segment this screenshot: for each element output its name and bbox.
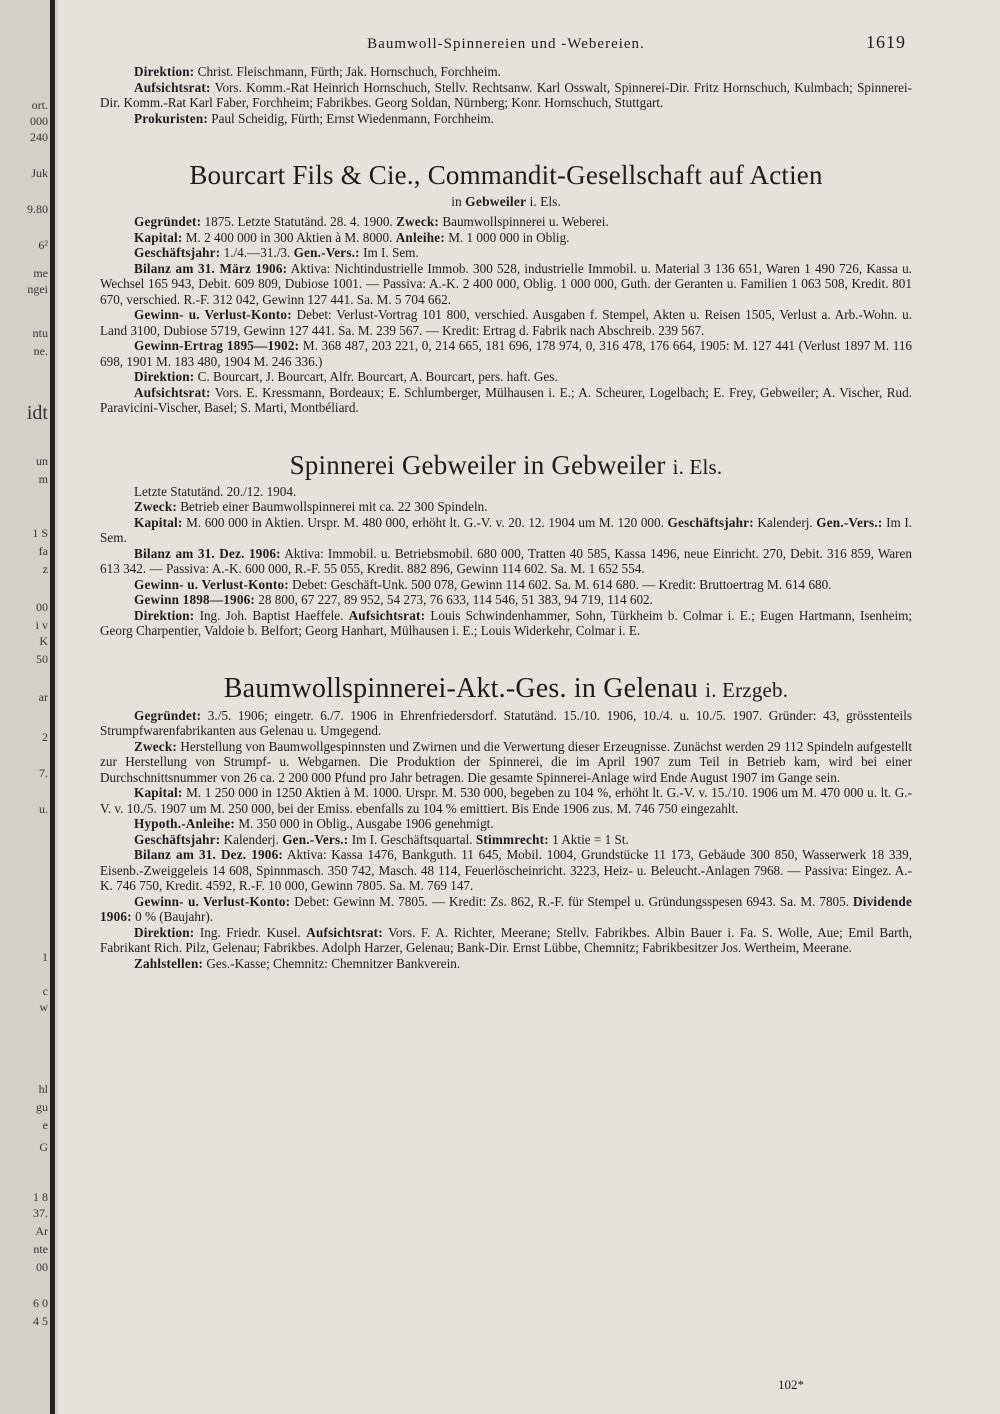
paragraph-gewinn — [100, 592, 912, 608]
paragraph-gewinn-verlust — [100, 307, 912, 338]
field-label: Stimmrecht: — [475, 831, 549, 847]
signature-mark: 102* — [778, 1377, 804, 1392]
margin-fragment: i v — [35, 618, 48, 632]
margin-fragment: ar — [38, 690, 48, 704]
field-text: Aktiva: Nichtindustrielle Immob. 300 528, industrielle Immobil. u. Material 3 136 651, Waren 1 490 726, Kassa u. Wechsel 165 943, Debit. 609 809, Dubiose 1001. — Passiva: A.-K. 2 400 000, Oblig. 1 000 000, Guth. der Geranten u. Familien 1 063 508, Kredit. 801 670, verschied. R.-F. 312 042, Gewinn 127 441. Sa. M. 5 704 662. — [100, 260, 912, 307]
margin-fragment: 000 — [30, 114, 48, 128]
field-label: Direktion: — [134, 64, 195, 79]
field-label: Aufsichtsrat: — [306, 924, 383, 940]
margin-fragment: 6 0 — [33, 1296, 48, 1310]
entry-bourcart — [100, 160, 912, 416]
field-label: Gewinn- u. Verlust-Konto: — [134, 893, 291, 909]
field-text: M. 1 000 000 in Oblig. — [448, 229, 570, 245]
paragraph-zahlstellen — [100, 956, 912, 972]
paragraph-geschaeftsjahr — [100, 832, 912, 848]
paragraph-zweck — [100, 739, 912, 786]
paragraph-gewinn-verlust — [100, 894, 912, 925]
field-label: Hypoth.-Anleihe: — [134, 816, 236, 831]
page-number: 1619 — [866, 32, 906, 52]
field-label: Geschäftsjahr: — [667, 514, 754, 530]
margin-fragment: 1 S — [32, 526, 48, 540]
field-label: Kapital: — [134, 229, 183, 245]
field-text: M. 350 000 in Oblig., Ausgabe 1906 genehmigt. — [238, 816, 494, 831]
paragraph-statut — [100, 484, 912, 500]
margin-fragment: m — [38, 472, 48, 486]
field-text: Herstellung von Baumwollgespinnsten und Zwirnen und die Verwertung dieser Erzeugnisse. Zunächst werden 29 112 Spindeln aufgestellt zur Herstellung von Strumpf- u. Webgarnen. Die Produktion der Spinnerei, die im April 1907 zum Teil in Betrieb kam, wird bei einer Durchschnittsnummer von 26 ca. 2 200 000 Pfund pro Jahr betragen. Die gesamte Spinnerei-Anlage wird Ende August 1907 im Gange sein. — [100, 738, 912, 785]
field-text: Paul Scheidig, Fürth; Ernst Wiedenmann, Forchheim. — [211, 110, 494, 126]
margin-fragment: 00 — [36, 1260, 48, 1274]
field-label: Zweck: — [134, 499, 177, 514]
field-label: Zahlstellen: — [134, 955, 204, 971]
paragraph-hypoth-anleihe — [100, 816, 912, 832]
field-label: Aufsichtsrat: — [348, 607, 426, 623]
paragraph-bilanz — [100, 261, 912, 308]
field-text: Ing. Joh. Baptist Haeffele. — [199, 607, 344, 623]
company-title: Bourcart Fils & Cie., Commandit-Gesellschaft auf Actien — [189, 160, 823, 190]
field-label: Gen.-Vers.: — [816, 514, 883, 530]
field-text: Kalenderj. — [223, 831, 279, 847]
field-text: 0 % (Baujahr). — [135, 909, 214, 924]
paragraph-bilanz — [100, 546, 912, 577]
margin-fragment: hl — [38, 1082, 48, 1096]
running-header — [100, 30, 912, 64]
margin-fragment: 1 — [42, 950, 48, 964]
field-text: Letzte Statutänd. 20./12. 1904. — [134, 483, 297, 499]
entry-spinnerei-gebweiler — [100, 450, 912, 639]
margin-fragment: ntu — [32, 326, 48, 340]
field-label: Geschäftsjahr: — [134, 245, 221, 260]
location-prefix: in — [451, 194, 462, 209]
company-title-main: Spinnerei Gebweiler in Gebweiler — [289, 449, 666, 480]
field-text: Im I. Sem. — [100, 514, 913, 545]
field-label: Zweck: — [134, 738, 177, 754]
paragraph-direktion — [100, 925, 912, 956]
entry-continued — [100, 64, 912, 126]
field-text: Debet: Gewinn M. 7805. — Kredit: Zs. 862, R.-F. für Stempel u. Gründungsspesen 6943. Sa. M. 7805. — [294, 893, 850, 909]
paragraph-kapital — [100, 230, 912, 246]
field-label: Gewinn-Ertrag 1895—1902: — [134, 338, 300, 353]
field-text: C. Bourcart, J. Bourcart, Alfr. Bourcart, A. Bourcart, pers. haft. Ges. — [197, 369, 558, 384]
margin-fragment: 6² — [38, 238, 48, 252]
margin-fragment: Juk — [31, 166, 48, 180]
field-text: Ing. Friedr. Kusel. — [199, 924, 301, 940]
margin-fragment: 240 — [30, 130, 48, 144]
field-label: Anleihe: — [395, 229, 445, 245]
margin-fragment: 4 5 — [33, 1314, 48, 1328]
field-text: Ges.-Kasse; Chemnitz: Chemnitzer Bankverein. — [206, 955, 461, 971]
field-text: Im I. Geschäftsquartal. — [351, 831, 473, 847]
company-title — [100, 673, 912, 705]
paragraph-gewinn-ertrag — [100, 338, 912, 369]
field-label: Direktion: — [134, 369, 195, 384]
paragraph-direktion — [100, 64, 912, 80]
field-label: Bilanz am 31. März 1906: — [134, 260, 288, 276]
company-title-region: i. Els. — [672, 454, 723, 479]
paragraph-direktion — [100, 369, 912, 385]
field-text: M. 1 250 000 in 1250 Aktien à M. 1000. Urspr. M. 530 000, begeben zu 104 %, erhöht lt. G.-V. v. 15./10. 1906 um M. 470 000 u. lt. G.-V. v. 10./5. 1907 um M. 250 000, bei der Emiss. ebenfalls zu 104 % emittiert. Bis Ende 1906 zus. M. 746 750 eingezahlt. — [100, 785, 912, 816]
margin-fragment: z — [42, 562, 48, 576]
margin-fragment: u. — [39, 802, 48, 816]
location-region: i. Els. — [529, 194, 561, 209]
margin-fragment: K — [39, 634, 48, 648]
margin-fragment: e — [42, 1118, 48, 1132]
field-text: M. 600 000 in Aktien. Urspr. M. 480 000, erhöht lt. G.-V. v. 20. 12. 1904 um M. 120 000. — [186, 514, 664, 530]
paragraph-direktion — [100, 608, 912, 639]
margin-fragment: 1 8 — [33, 1190, 48, 1204]
page-edge-rule — [50, 0, 55, 1414]
field-text: 1 Aktie = 1 St. — [552, 831, 629, 847]
field-label: Gegründet: — [134, 707, 202, 723]
company-title-main: Baumwollspinnerei-Akt.-Ges. in Gelenau — [223, 672, 698, 704]
paragraph-gewinn-verlust — [100, 577, 912, 593]
margin-fragment: G — [39, 1140, 48, 1154]
margin-fragment: w — [39, 1000, 48, 1014]
field-text: Vors. E. Kressmann, Bordeaux; E. Schlumberger, Mülhausen i. E.; A. Scheurer, Logelbach; E. Frey, Gebweiler; A. Vischer, Rud. Paravicini-Vischer, Basel; S. Marti, Montbéliard. — [100, 384, 912, 415]
field-label: Bilanz am 31. Dez. 1906: — [134, 545, 281, 561]
field-text: Betrieb einer Baumwollspinnerei mit ca. 22 300 Spindeln. — [180, 499, 488, 514]
company-title — [100, 450, 912, 481]
margin-fragment: 7. — [39, 766, 48, 780]
field-text: Im I. Sem. — [363, 245, 419, 260]
margin-fragment: Ar — [35, 1224, 48, 1238]
field-text: Aktiva: Immobil. u. Betriebsmobil. 680 000, Tratten 40 585, Kassa 1496, neue Einricht. 270, Debit. 316 859, Waren 613 342. — Passiva: A.-K. 600 000, R.-F. 55 055, Kredit. 882 896, Gewinn 114 602. Sa. M. 1 652 554. — [100, 545, 912, 576]
location-city: Gebweiler — [465, 194, 527, 209]
company-title-region: i. Erzgeb. — [705, 677, 789, 702]
margin-fragment: un — [36, 454, 48, 468]
field-label: Gewinn 1898—1906: — [134, 592, 255, 607]
paragraph-aufsichtsrat — [100, 385, 912, 416]
field-text: Louis Schwindenhammer, Sohn, Türkheim b. Colmar i. E.; Eugen Hartmann, Isenheim; Georg Charpentier, Valdoie b. Belfort; Georg Hanhart, Mülhausen i. E.; Louis Widerkehr, Colmar i. E. — [100, 607, 913, 638]
entry-gelenau — [100, 673, 912, 972]
field-text: Kalenderj. — [757, 514, 813, 530]
margin-fragment: ne. — [33, 344, 48, 358]
margin-fragment: 50 — [36, 652, 48, 666]
field-label: Direktion: — [134, 924, 195, 940]
field-label: Zweck: — [396, 214, 440, 229]
field-label: Dividende 1906: — [100, 893, 913, 924]
company-location — [100, 194, 912, 210]
field-label: Gewinn- u. Verlust-Konto: — [134, 576, 289, 592]
field-text: M. 2 400 000 in 300 Aktien à M. 8000. — [185, 229, 393, 245]
margin-fragment: ort. — [31, 98, 48, 112]
paragraph-gegruendet — [100, 214, 912, 230]
margin-fragment: gu — [36, 1100, 48, 1114]
margin-fragment: fa — [38, 544, 48, 558]
field-text: 3./5. 1906; eingetr. 6./7. 1906 in Ehrenfriedersdorf. Statutänd. 15./10. 1906, 10./4. u. 10./5. 1907. Gründer: 43, grösstenteils Strumpfwarenfabrikanten aus Gelenau u. Umgegend. — [100, 707, 912, 738]
margin-fragment: c — [42, 984, 48, 998]
running-header-title: Baumwoll-Spinnereien und -Webereien. — [367, 36, 645, 52]
field-label: Kapital: — [134, 785, 183, 800]
margin-fragment: ngei — [27, 282, 48, 296]
paragraph-bilanz — [100, 847, 912, 894]
paragraph-aufsichtsrat — [100, 80, 912, 111]
field-text: Debet: Geschäft-Unk. 500 078, Gewinn 114 602. Sa. M. 614 680. — Kredit: Bruttoertrag M. 614 680. — [292, 576, 832, 592]
paragraph-kapital — [100, 515, 912, 546]
field-text: M. 368 487, 203 221, 0, 214 665, 181 696, 178 974, 0, 316 478, 176 664, 1905: M. 127 441 (Verlust 1897 M. 116 698, 1901 M. 183 480, 1904 M. 246 336.) — [100, 338, 913, 369]
field-text: Christ. Fleischmann, Fürth; Jak. Hornschuch, Forchheim. — [197, 64, 501, 79]
paragraph-geschaeftsjahr — [100, 245, 912, 261]
field-label: Gen.-Vers.: — [282, 831, 349, 847]
field-label: Gen.-Vers.: — [293, 245, 360, 260]
field-text: 28 800, 67 227, 89 952, 54 273, 76 633, 114 546, 51 383, 94 719, 114 602. — [258, 592, 653, 607]
margin-fragment: 9.80 — [27, 202, 48, 216]
field-label: Geschäftsjahr: — [134, 831, 221, 847]
field-label: Gegründet: — [134, 214, 202, 229]
field-label: Prokuristen: — [134, 110, 208, 126]
field-text: Debet: Verlust-Vortrag 101 800, verschied. Ausgaben f. Stempel, Akten u. Reisen 1505, Verlust a. Arb.-Wohn. u. Land 3100, Dubiose 5719, Gewinn 127 441. Sa. M. 239 567. — Kredit: Ertrag d. Fabrik nach Abschreib. 239 567. — [100, 307, 912, 338]
field-text: Vors. Komm.-Rat Heinrich Hornschuch, Stellv. Rechtsanw. Karl Osswalt, Spinnerei-Dir. Fritz Hornschuch, Kulmbach; Spinnerei-Dir. Komm.-Rat Karl Faber, Forchheim; Fabrikbes. Georg Soldan, Nürnberg; Konr. Hornschuch, Stuttgart. — [100, 79, 912, 110]
paragraph-kapital — [100, 785, 912, 816]
field-label: Direktion: — [134, 607, 195, 623]
margin-fragment: 2 — [42, 730, 48, 744]
document-page — [100, 30, 912, 1405]
field-text: 1875. Letzte Statutänd. 28. 4. 1900. — [204, 214, 393, 229]
field-label: Aufsichtsrat: — [134, 79, 211, 95]
field-label: Bilanz am 31. Dez. 1906: — [134, 847, 283, 862]
field-text: Baumwollspinnerei u. Weberei. — [442, 214, 609, 229]
paragraph-zweck — [100, 499, 912, 515]
field-text: Vors. F. A. Richter, Meerane; Stellv. Fabrikbes. Albin Bauer i. Fa. S. Wolle, Aue; Emil Barth, Fabrikant Rich. Pilz, Gelenau; Fabrikbes. Adolph Harzer, Gelenau; Bank-Dir. Ernst Lübbe, Chemnitz; Fabrikbesitzer Jos. Wertheim, Meerane. — [100, 924, 913, 955]
field-text: 1./4.—31./3. — [223, 245, 291, 260]
field-label: Aufsichtsrat: — [134, 384, 211, 400]
paragraph-gegruendet — [100, 708, 912, 739]
margin-fragment: nte — [33, 1242, 48, 1256]
field-text: Aktiva: Kassa 1476, Bankguth. 11 645, Mobil. 1004, Grundstücke 11 173, Gebäude 300 850, Wasserwerk 18 339, Eisenb.-Zweiggeleis 14 608, Spinnmasch. 350 742, Masch. 48 114, Feuerlöscheinricht. 3223, Heiz- u. Beleucht.-Anlagen 7968. — Passiva: Eingez. A.-K. 746 750, Kredit. 4592, R.-F. 10 000, Gewinn 7805. Sa. M. 769 147. — [100, 847, 912, 893]
paragraph-prokuristen — [100, 111, 912, 127]
margin-fragment: 37. — [33, 1206, 48, 1220]
left-margin-strip — [0, 0, 58, 1414]
field-label: Gewinn- u. Verlust-Konto: — [134, 307, 292, 322]
margin-fragment: me — [33, 266, 48, 280]
margin-fragment: 00 — [36, 600, 48, 614]
field-label: Kapital: — [134, 514, 183, 530]
margin-fragment: idt — [26, 402, 48, 424]
